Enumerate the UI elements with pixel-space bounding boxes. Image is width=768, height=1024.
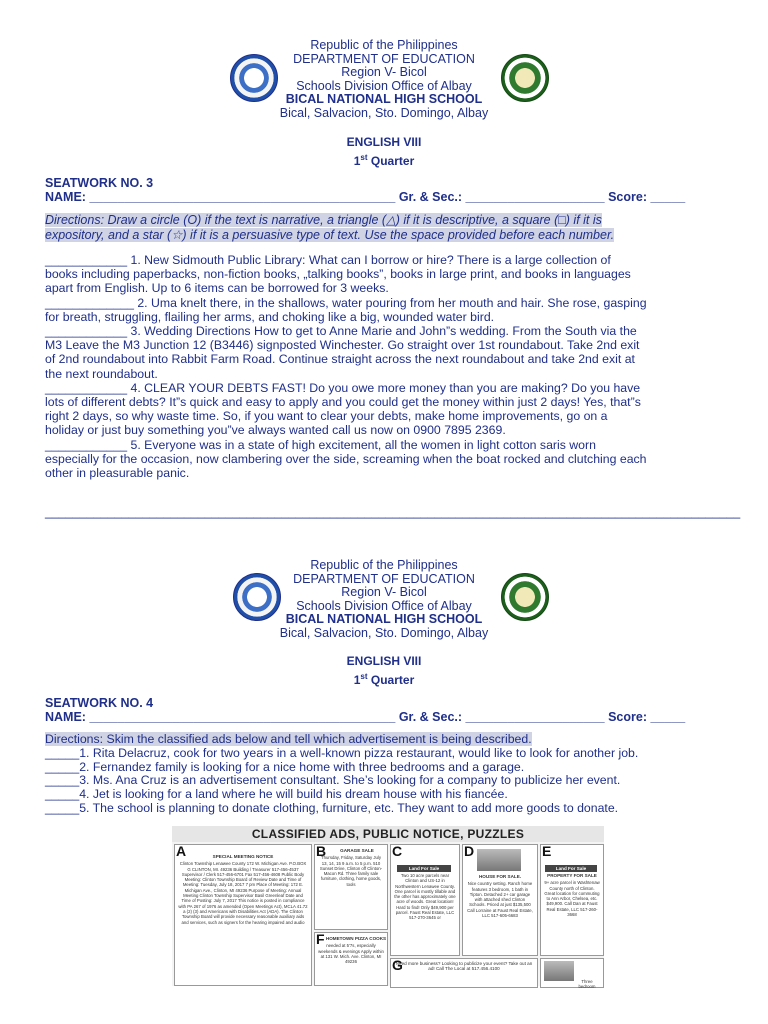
ad-house-photo: Three bedroom xyxy=(540,958,604,988)
region-text: Region V- Bicol xyxy=(341,65,427,79)
division-text: Schools Division Office of Albay xyxy=(296,78,472,93)
grsec-field[interactable]: ____________________ xyxy=(465,710,605,724)
subject-block xyxy=(0,654,768,688)
region-text: Region V- Bicol xyxy=(341,585,427,599)
department-text: DEPARTMENT OF EDUCATION xyxy=(293,571,475,586)
item-line: especially for the occasion, now clambering over the side, screaming when the boat rocked and clutching each xyxy=(45,451,647,466)
item-line: ____________ 3. Wedding Directions How to get to Anne Marie and John”s wedding. From the South via the xyxy=(45,324,637,339)
ad-c: C Land For Sale Two 10 acre parcels near Clinton and US-12 in Northwestern Lenawee County. One parcel is mostly tillable and the other has approximately one acre of woods. Great location! Hard to find! Only $49,900 per parcel. Faust Real Estate, LLC 517-270-3645 or xyxy=(390,844,460,956)
division-text: Schools Division Office of Albay xyxy=(296,598,472,613)
item-line: _____3. Ms. Ana Cruz is an advertisement consultant. She’s looking for a company to publicize her event. xyxy=(45,773,621,788)
ad-f: F HOMETOWN PIZZA COOKS needed at 5’7s, especially weekends & evenings Apply within at 131 W. Mich. Ave. Clinton, MI 49236 xyxy=(314,932,388,986)
section-divider: ____________________________________________________________________________________________________ xyxy=(45,505,741,519)
ad-b: B GARAGE SALE Thursday, Friday, Saturday July 13, 14, 15 9 a.m. to 5 p.m. 510 Sunset Drive, Clinton off Clinton-Macon Rd. Three family sale furniture, clothing, home goods, tools xyxy=(314,844,388,930)
school-name: BICAL NATIONAL HIGH SCHOOL xyxy=(285,92,483,106)
grsec-label: Gr. & Sec.: xyxy=(398,710,463,724)
item-line: holiday or just buy something you”ve always wanted call us now on 0900 7895 2369. xyxy=(45,423,506,438)
quarter-label: 1st Quarter xyxy=(353,153,415,168)
item-line: M3 Leave the M3 Junction 12 (B3446) signposted Winchester. Go straight over 1st roundabout. Take 2nd exit xyxy=(45,338,640,353)
ad-g: G Need more business? Looking to publicize your event? Take out an ad! Call The Local at 517.456.4100 xyxy=(390,958,538,988)
subject-block xyxy=(0,135,768,169)
classified-ads-panel xyxy=(172,826,604,990)
name-field[interactable]: ____________________________________________ xyxy=(89,710,396,724)
item-line: other in pleasurable panic. xyxy=(45,466,190,481)
item-line: _____2. Fernandez family is looking for a nice home with three bedrooms and a garage. xyxy=(45,759,525,774)
seatwork-4-title: SEATWORK NO. 4 xyxy=(45,696,154,710)
seatwork-3-directions: Directions: Draw a circle (O) if the text is narrative, a triangle (△) if it is descriptive, a square (□) if it is expository, and a star (☆) if it is a persuasive type of text. Use the space provided before each number. xyxy=(45,213,615,243)
form-row-2 xyxy=(45,710,725,725)
grsec-field[interactable]: ____________________ xyxy=(465,190,605,204)
ad-e: E Land For Sale PROPERTY FOR SALE 9+ acre parcel in Washtenaw County north of Clinton. Great location for commuting to Ann Arbor, Chelsea, etc. $49,900. Call Dan at Faust Real Estate, LLC 517-260-3668 xyxy=(540,844,604,956)
school-name: BICAL NATIONAL HIGH SCHOOL xyxy=(285,612,483,626)
letterhead xyxy=(0,559,768,640)
seatwork-3-items xyxy=(45,253,725,480)
item-line: _____5. The school is planning to donate clothing, furniture, etc. They want to add more goods to donate. xyxy=(45,800,619,815)
item-line: ____________ 1. New Sidmouth Public Library: What can I borrow or hire? There is a large collection of xyxy=(45,253,611,267)
republic-text: Republic of the Philippines xyxy=(310,38,458,52)
school-address: Bical, Salvacion, Sto. Domingo, Albay xyxy=(279,625,489,640)
score-label: Score: xyxy=(608,710,647,724)
house-photo xyxy=(477,849,521,871)
item-line: _____4. Jet is looking for a land where he will build his dream house with his fiancée. xyxy=(45,787,508,802)
subject-title: ENGLISH VIII xyxy=(346,135,422,149)
name-label: NAME: xyxy=(45,190,86,204)
department-text: DEPARTMENT OF EDUCATION xyxy=(293,51,475,66)
item-line: right 2 days, so why waste time. So, if you want to clear your debts, make home improvements, go on a xyxy=(45,409,608,424)
score-label: Score: xyxy=(608,190,647,204)
item-line: of 2nd roundabout into Rabbit Farm Road. Continue straight across the next roundabout and take 2nd exit at xyxy=(45,352,635,367)
house-photo xyxy=(544,961,574,981)
ad-d: D HOUSE FOR SALE. Nice country setting. Ranch home features 3 bedroom, 1 bath in Tipton. Detached 2+ car garage with attached shed Clinton Schools. Priced at just $135,500 Call Lorraine at Faust Real Estate, LLC 517-605-6683 xyxy=(462,844,538,956)
name-field[interactable]: ____________________________________________ xyxy=(89,190,396,204)
subject-title: ENGLISH VIII xyxy=(346,654,422,668)
item-line: _____1. Rita Delacruz, cook for two years in a well-known pizza restaurant, would like to look for another job. xyxy=(45,745,639,760)
republic-text: Republic of the Philippines xyxy=(310,558,458,572)
item-line: for breath, struggling, flailing her arms, and choking like a big, wounded water bird. xyxy=(45,309,495,324)
grsec-label: Gr. & Sec.: xyxy=(398,190,463,204)
item-line: books including paperbacks, non-fiction books, „talking books”, books in large print, and books in languages xyxy=(45,267,631,282)
score-field[interactable]: _____ xyxy=(650,710,686,724)
ad-a: A SPECIAL MEETING NOTICE Clinton Township Lenawee County 172 W. Michigan Ave. P.O.BOX G CLINTON, MI. 49236 Building / Treasurer 517-456-4537 Supervisor / Clerk 517-456-6701 Fax 517-456-4608 Public Body Meeting: Clinton Township Board of Review Date and Time of Meeting: Tuesday, July 18, 2017 7 pm Place of Meeting: 172 E. Michigan Ave., Clinton, MI 49236 Purpose of Meeting: Annual Meeting Clinton Township Supervisor Basil Greenleaf Date and Time of Posting: July 7, 2017 This notice is posted in compliance with PA 267 of 1976 as amended (Open Meetings Act), MCLA 41.72 a (2) (3) and Americans with Disabilities Act (ADA). The Clinton Township Board will provide necessary reasonable auxiliary aids and services, such as signers for the hearing impaired and audio xyxy=(174,844,312,986)
seatwork-4-block xyxy=(45,733,725,816)
letterhead xyxy=(0,39,768,120)
item-line: the next roundabout. xyxy=(45,366,158,381)
score-field[interactable]: _____ xyxy=(650,190,686,204)
item-line: ____________ 4. CLEAR YOUR DEBTS FAST! Do you owe more money than you are making? Do you have xyxy=(45,380,641,395)
school-address: Bical, Salvacion, Sto. Domingo, Albay xyxy=(279,105,489,120)
seatwork-4-directions: Directions: Skim the classified ads below and tell which advertisement is being described. xyxy=(45,732,532,746)
form-row-1 xyxy=(45,190,725,205)
seatwork-3-title: SEATWORK NO. 3 xyxy=(45,176,154,190)
classified-title: CLASSIFIED ADS, PUBLIC NOTICE, PUZZLES xyxy=(172,826,604,842)
item-line: apart from English. Up to 6 items can be borrowed for 3 weeks. xyxy=(45,281,389,296)
quarter-label: 1st Quarter xyxy=(353,672,415,687)
item-line: lots of different debts? It”s quick and easy to apply and you could get the money within just 2 days! Yes, that”s xyxy=(45,395,641,410)
item-line: _____________ 2. Uma knelt there, in the shallows, water pouring from her mouth and hair. She rose, gasping xyxy=(45,295,647,310)
item-line: ____________ 5. Everyone was in a state of high excitement, all the women in light cotton saris worn xyxy=(45,437,596,452)
name-label: NAME: xyxy=(45,710,86,724)
